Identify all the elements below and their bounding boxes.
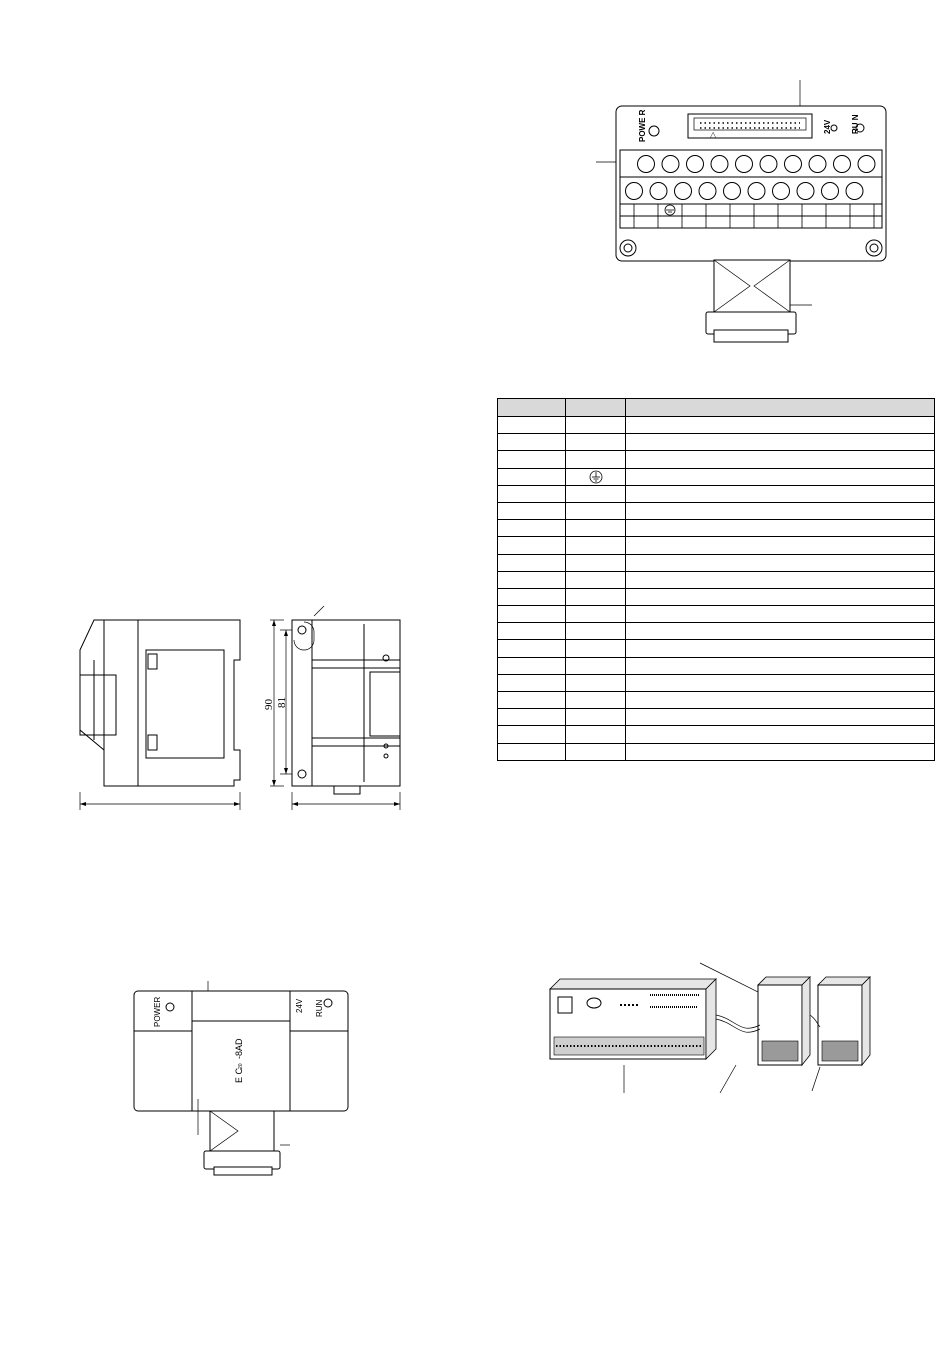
table-row	[498, 468, 935, 485]
table-cell	[566, 743, 626, 760]
table-cell	[566, 709, 626, 726]
header-cell	[626, 399, 935, 417]
terminal-screw-icon	[773, 183, 790, 200]
table-cell	[498, 640, 566, 657]
table-cell	[626, 554, 935, 571]
table-cell	[498, 451, 566, 468]
mount-hole-right-icon	[866, 240, 882, 256]
table-cell	[566, 468, 626, 485]
table-cell	[498, 692, 566, 709]
table-cell	[498, 588, 566, 605]
table-row	[498, 606, 935, 623]
table-cell	[626, 588, 935, 605]
table-row	[498, 485, 935, 502]
table-cell	[626, 623, 935, 640]
model-sub: 20	[238, 1063, 244, 1069]
table-cell	[566, 674, 626, 691]
terminal-screw-icon	[785, 156, 802, 173]
ground-icon	[665, 205, 675, 215]
svg-text:△: △	[710, 130, 717, 139]
terminal-screw-icon	[760, 156, 777, 173]
table-cell	[626, 537, 935, 554]
terminal-screw-icon	[626, 183, 643, 200]
table-cell	[498, 674, 566, 691]
table-row	[498, 554, 935, 571]
table-row	[498, 674, 935, 691]
table-cell	[566, 417, 626, 434]
terminal-screw-icon	[675, 183, 692, 200]
height-81-label: 81	[276, 697, 288, 708]
table-row	[498, 726, 935, 743]
table-row	[498, 571, 935, 588]
table-row	[498, 640, 935, 657]
table-cell	[566, 554, 626, 571]
table-cell	[498, 657, 566, 674]
table-row	[498, 692, 935, 709]
table-row	[498, 502, 935, 519]
table-cell	[566, 537, 626, 554]
table-cell	[566, 726, 626, 743]
terminal-screw-icon	[724, 183, 741, 200]
table-row	[498, 417, 935, 434]
table-cell	[498, 434, 566, 451]
table-cell	[498, 417, 566, 434]
table-cell	[498, 520, 566, 537]
terminal-screw-icon	[797, 183, 814, 200]
table-cell	[626, 640, 935, 657]
run-label: RUN	[315, 999, 324, 1017]
height-90-label: 90	[263, 699, 275, 710]
table-row	[498, 434, 935, 451]
header-cell	[498, 399, 566, 417]
table-cell	[498, 743, 566, 760]
terminal-screw-icon	[736, 156, 753, 173]
ground-icon	[588, 470, 604, 484]
table-cell	[498, 571, 566, 588]
table-cell	[626, 434, 935, 451]
table-cell	[566, 588, 626, 605]
table-cell	[626, 571, 935, 588]
table-row	[498, 657, 935, 674]
table-cell	[626, 709, 935, 726]
table-cell	[626, 657, 935, 674]
table-row	[498, 588, 935, 605]
table-row	[498, 623, 935, 640]
table-cell	[626, 606, 935, 623]
header-cell	[566, 399, 626, 417]
table-cell	[566, 451, 626, 468]
table-row	[498, 520, 935, 537]
table-cell	[626, 451, 935, 468]
table-cell	[566, 657, 626, 674]
table-cell	[498, 502, 566, 519]
table-cell	[566, 640, 626, 657]
table-cell	[566, 434, 626, 451]
run-label: RU N	[851, 114, 860, 134]
table-header-row	[498, 399, 935, 417]
dimension-drawing	[74, 600, 414, 815]
system-assembly-illustration	[540, 955, 890, 1105]
table-cell	[626, 692, 935, 709]
model-label: E C	[234, 1067, 244, 1083]
terminal-screw-icon	[687, 156, 704, 173]
v24-label: 24V	[295, 998, 304, 1013]
v24-label: 24V	[823, 119, 832, 134]
table-row	[498, 451, 935, 468]
table-cell	[566, 502, 626, 519]
terminal-screw-icon	[809, 156, 826, 173]
table-cell	[498, 623, 566, 640]
table-row	[498, 743, 935, 760]
front-module-diagram	[130, 975, 355, 1185]
table-cell	[566, 606, 626, 623]
table-cell	[498, 468, 566, 485]
table-cell	[498, 606, 566, 623]
power-label: POWER	[153, 996, 162, 1027]
terminal-module-right	[823, 100, 890, 270]
table-cell	[626, 502, 935, 519]
terminal-table	[497, 398, 935, 761]
table-row	[498, 709, 935, 726]
terminal-screw-icon	[638, 156, 655, 173]
terminal-screw-icon	[711, 156, 728, 173]
table-cell	[498, 554, 566, 571]
table-cell	[498, 709, 566, 726]
table-cell	[626, 468, 935, 485]
table-cell	[626, 520, 935, 537]
table-cell	[566, 623, 626, 640]
terminal-screw-icon	[650, 183, 667, 200]
power-label: POWE R	[638, 109, 647, 142]
terminal-screw-icon	[748, 183, 765, 200]
terminal-screw-icon	[662, 156, 679, 173]
table-row	[498, 537, 935, 554]
table-cell	[566, 571, 626, 588]
table-cell	[566, 692, 626, 709]
mount-hole-bottom-icon	[298, 770, 306, 778]
terminal-screw-icon	[699, 183, 716, 200]
table-cell	[626, 417, 935, 434]
table-cell	[566, 485, 626, 502]
table-cell	[498, 726, 566, 743]
table-cell	[626, 674, 935, 691]
mount-hole-top-icon	[298, 626, 306, 634]
model-suffix: -8AD	[234, 1038, 244, 1059]
table-cell	[498, 537, 566, 554]
table-cell	[626, 726, 935, 743]
table-cell	[498, 485, 566, 502]
table-cell	[566, 520, 626, 537]
table-cell	[626, 485, 935, 502]
table-cell	[626, 743, 935, 760]
